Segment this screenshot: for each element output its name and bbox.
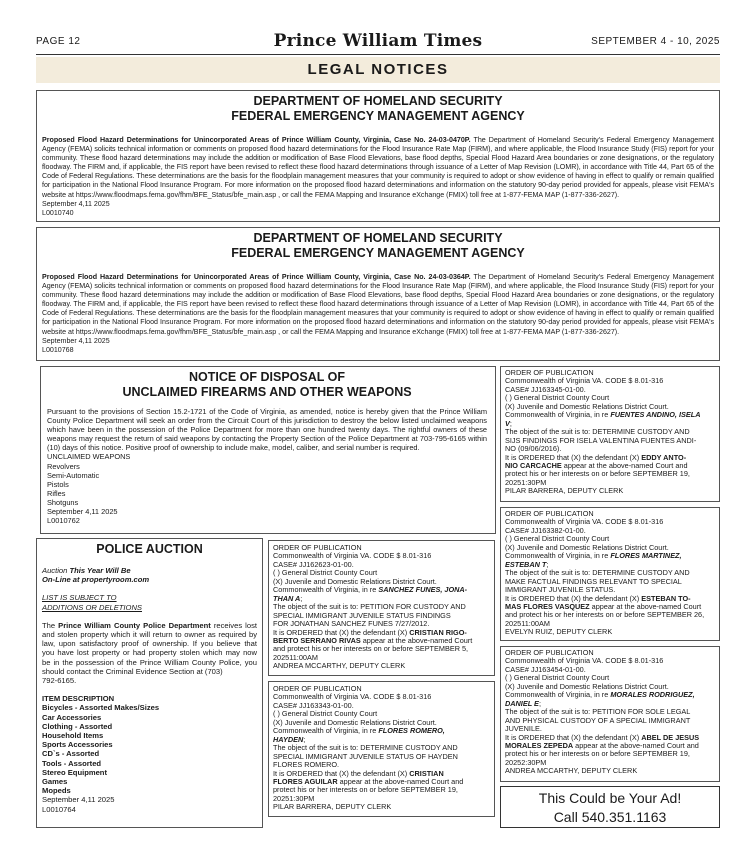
order-text: The object of the suit is to: PETITION FOR CUSTODY AND <box>273 602 466 612</box>
fema-notice-1-body <box>42 136 714 200</box>
fema-notice-1 <box>36 90 720 222</box>
fema-notice-1-ref: L0010740 <box>42 208 74 217</box>
order-text: (X) Juvenile and Domestic Relations District Court. <box>505 401 669 411</box>
order-text: ORDER OF PUBLICATION <box>273 543 362 552</box>
header-rule <box>36 54 720 55</box>
masthead: Prince William Times <box>273 31 483 51</box>
order-text: MAKE FACTUAL FINDINGS RELEVANT TO SPECIAL <box>505 576 682 586</box>
order-text: ( ) General District County Court <box>273 568 378 578</box>
order-text: Commonwealth of Virginia, in re <box>273 585 379 595</box>
order-text: FOR JONATHAN SANCHEZ FUNES 7/27/2012. <box>273 619 430 629</box>
order-text: CASE# JJ163345-01-00. <box>505 384 586 394</box>
order-text: It is ORDERED that (X) the defendant (X) <box>505 593 642 603</box>
order-text: Commonwealth of Virginia VA. CODE $ 8.01-316 <box>505 376 664 386</box>
order-text: Commonwealth of Virginia, in re <box>505 410 611 420</box>
order-text: Commonwealth of Virginia VA. CODE $ 8.01-316 <box>505 517 664 527</box>
fema-notice-2-title-1: DEPARTMENT OF HOMELAND SECURITY <box>253 231 503 245</box>
order-text: ABEL DE JESUS <box>641 732 700 742</box>
police-auction-line-2: On-Line at propertyroom.com <box>42 575 150 585</box>
order-of-publication-fuentes-andino <box>500 366 720 502</box>
order-text: ANDREA MCCARTHY, DEPUTY CLERK <box>273 661 406 671</box>
order-text: ESTEBAN T <box>505 559 547 569</box>
police-auction-para-pre: The <box>42 620 59 630</box>
order-text: (X) Juvenile and Domestic Relations District Court. <box>273 717 437 727</box>
order-text: The object of the suit is to: DETERMINE CUSTODY AND <box>273 743 458 753</box>
order-text: MORALES ZEPEDA <box>505 740 574 750</box>
order-text: DANIEL E <box>505 698 539 708</box>
order-line <box>273 662 490 670</box>
order-text: ORDER OF PUBLICATION <box>505 648 594 657</box>
police-auction-para-bold: Prince William County Police Department <box>58 620 211 630</box>
order-text: protect his or her interests on or before SEPTEMBER 19, <box>273 785 458 795</box>
police-auction-para-post: receives lost and stolen property which it will return to owner as required by law, upon satisfactory proof of ownership. If you believe that you have lost property or had property stolen which may now be in the possession of the Prince William County Police, you should contact the Criminal Evidence Section at (703) <box>42 620 257 676</box>
order-text: ESTEBAN TO- <box>641 593 691 603</box>
order-of-publication-morales-rodriguez <box>500 646 720 782</box>
order-line <box>273 586 490 594</box>
order-text: appear at the above-named Court and <box>337 776 464 786</box>
issue-date: SEPTEMBER 4 - 10, 2025 <box>591 36 720 47</box>
order-text: It is ORDERED that (X) the defendant (X) <box>505 452 642 462</box>
order-text: SANCHEZ FUNES, JONA- <box>378 585 468 595</box>
police-auction <box>36 538 263 828</box>
fema-notice-1-title-1: DEPARTMENT OF HOMELAND SECURITY <box>253 94 503 108</box>
order-text: appear at the above-named Court <box>360 635 473 645</box>
order-text: CASE# JJ163343-01-00. <box>273 700 354 710</box>
auction-item: Mopeds <box>42 786 71 796</box>
firearms-notice-body: Pursuant to the provisions of Section 15.2-1721 of the Code of Virginia, as amended, notice is hereby given that the Prince William County Police Department will seek an order from the Circuit Court of this jurisdiction to destroy the below listed unclaimed weapons which have been in the possession of the Police Department for more than one hundred twenty days. The rightful owners of these weapons may request the return of said weapons by contacting the Property Section of the Police Department at 703-795-6165 within (10) days of this notice. Positive proof of ownership to include make, model, caliber, and serial number is required. <box>47 407 487 453</box>
order-text: MORALES RODRIGUEZ, <box>610 690 695 700</box>
police-auction-line-1 <box>42 566 257 575</box>
order-line <box>273 803 490 811</box>
firearms-notice-dates: September 4,11 2025 <box>47 507 118 517</box>
order-text: ANDREA MCCARTHY, DEPUTY CLERK <box>505 766 638 776</box>
order-text: It is ORDERED that (X) the defendant (X) <box>273 768 410 778</box>
ad-line-2: Call 540.351.1163 <box>553 809 667 825</box>
order-text: ; <box>300 593 303 603</box>
order-of-publication-flores-romero <box>268 681 495 817</box>
auction-item: Games <box>42 777 68 787</box>
order-text: FLORES ROMERO. <box>273 760 340 770</box>
order-text: (X) Juvenile and Domestic Relations District Court. <box>505 681 669 691</box>
auction-item: Bicycles - Assorted Makes/Sizes <box>42 703 160 713</box>
section-banner: LEGAL NOTICES <box>36 57 720 83</box>
police-auction-items <box>42 703 257 795</box>
firearms-item: Revolvers <box>47 461 80 471</box>
order-text: protect his or her interests on or before SEPTEMBER 19, <box>505 749 690 759</box>
order-text: FLORES ROMERO, <box>378 726 445 736</box>
firearms-notice-ref: L0010762 <box>47 516 80 526</box>
order-text: FLORES AGUILAR <box>273 776 338 786</box>
order-text: and protect his or her interests on or before SEPTEMBER 26, <box>505 610 705 620</box>
order-text: IMMIGRANT JUVENILE STATUS. <box>505 585 616 595</box>
order-text: The object of the suit is to: PETITION FOR SOLE LEGAL <box>505 707 691 717</box>
order-text: AND PHYSICAL CUSTODY OF A SPECIAL IMMIGRANT <box>505 715 691 725</box>
order-text: 202511:00AM <box>505 618 550 628</box>
police-auction-items-heading: ITEM DESCRIPTION <box>42 694 115 704</box>
order-text: ; <box>509 418 512 428</box>
order-text: MAS FLORES VASQUEZ <box>505 601 590 611</box>
auction-item: Clothing - Assorted <box>42 721 113 731</box>
order-text: FUENTES ANDINO, ISELA <box>610 410 701 420</box>
police-auction-title: POLICE AUCTION <box>96 542 203 556</box>
order-text: PILAR BARRERA, DEPUTY CLERK <box>505 486 624 496</box>
order-line <box>505 487 715 495</box>
fema-notice-1-title-2: FEDERAL EMERGENCY MANAGEMENT AGENCY <box>231 109 525 123</box>
auction-item: Tools - Assorted <box>42 758 102 768</box>
fema-notice-2-title-2: FEDERAL EMERGENCY MANAGEMENT AGENCY <box>231 246 525 260</box>
order-text: ; <box>538 698 541 708</box>
order-text: 20251:30PM <box>273 793 315 803</box>
police-auction-line-1-bold: This Year Will Be <box>69 566 131 575</box>
firearms-item: Semi-Automatic <box>47 470 100 480</box>
order-text: CRISTIAN <box>409 768 444 778</box>
order-text: THAN A <box>273 593 301 603</box>
order-text: CASE# JJ163454-01-00. <box>505 664 586 674</box>
order-text: ORDER OF PUBLICATION <box>505 368 594 377</box>
order-line <box>505 411 715 419</box>
order-text: SIJS FINDINGS FOR ISELA VALENTINA FUENTES ANDI- <box>505 435 697 445</box>
firearms-item: UNCLAIMED WEAPONS <box>47 452 131 462</box>
order-text: 20252:30PM <box>505 757 547 767</box>
order-text: (X) Juvenile and Domestic Relations District Court. <box>273 576 437 586</box>
auction-item: Sports Accessories <box>42 740 113 750</box>
order-text: NIO CARCACHE <box>505 460 562 470</box>
order-text: ( ) General District County Court <box>505 534 610 544</box>
police-auction-ref: L0010764 <box>42 804 76 814</box>
order-text: ; <box>303 734 306 744</box>
order-text: appear at the above-named Court <box>589 601 702 611</box>
auction-item: Car Accessories <box>42 712 102 722</box>
order-text: protect his or her interests on or before SEPTEMBER 19, <box>505 469 690 479</box>
order-text: BERTO SERRANO RIVAS <box>273 635 361 645</box>
police-auction-subject-1: LIST IS SUBJECT TO <box>42 593 117 603</box>
fema-notice-2 <box>36 227 720 361</box>
order-text: CRISTIAN RIGO- <box>409 627 467 637</box>
order-text: CASE# JJ163382-01-00. <box>505 525 586 535</box>
order-text: 20251:30PM <box>505 477 547 487</box>
fema-notice-2-body <box>42 273 714 337</box>
order-text: (X) Juvenile and Domestic Relations District Court. <box>505 542 669 552</box>
fema-notice-1-text: The Department of Homeland Security's Federal Emergency Management Agency (FEMA) solicits technical information or comments on proposed flood hazard determinations for the Flood Insurance Rate Map (FIRM), and where applicable, the Flood Insurance Study (FIS) report for your community. These flood hazard determinations may include the addition or modification of Base Flood Elevations, base flood depths, Special Flood Hazard Area boundaries or zone designations, or the regulatory floodway. The FIRM and, if applicable, the FIS report have been revised to reflect these flood hazard determinations through issuance of a Letter of Map Revision (LOMR), in accordance with Title 44, Part 65 of the Code of Federal Regulations. These determinations are the basis for the floodplain management measures that your community is required to adopt or show evidence of having in effect to qualify or remain qualified for participation in the National Flood Insurance Program. For more information on the proposed flood hazard determinations and information on the statutory 90-day period provided for appeals, please visit FEMA's website at https://www.floodmaps.fema.gov/fhm/BFE_Status/bfe_main.asp , or call the FEMA Mapping and Insurance eXchange (FMIX) toll free at 1-877-FEMA MAP (1-877-336-2627). <box>42 136 715 199</box>
police-auction-paragraph <box>42 621 257 676</box>
order-text: SPECIAL IMMIGRANT JUVENILE STATUS OF HAYDEN <box>273 751 458 761</box>
order-text: EVELYN RUIZ, DEPUTY CLERK <box>505 627 613 637</box>
firearms-item: Shotguns <box>47 497 79 507</box>
order-line <box>273 727 490 735</box>
fema-notice-2-dates: September 4,11 2025 <box>42 336 110 345</box>
page-number: PAGE 12 <box>36 36 81 47</box>
order-of-publication-sanchez-funes <box>268 540 495 676</box>
order-text: The object of the suit is to: DETERMINE CUSTODY AND <box>505 427 690 437</box>
fema-notice-1-lead: Proposed Flood Hazard Determinations for Unincorporated Areas of Prince William County, Virginia, Case No. 24-03-0470P. <box>42 136 471 144</box>
order-text: 202511:00AM <box>273 652 318 662</box>
firearms-notice <box>40 366 496 534</box>
firearms-notice-title-2: UNCLAIMED FIREARMS AND OTHER WEAPONS <box>122 385 412 399</box>
firearms-item: Pistols <box>47 479 69 489</box>
order-text: Commonwealth of Virginia VA. CODE $ 8.01-316 <box>273 551 432 561</box>
order-text: SPECIAL IMMIGRANT JUVENILE STATUS FINDINGS <box>273 610 451 620</box>
order-line <box>505 628 715 636</box>
order-text: Commonwealth of Virginia, in re <box>273 726 379 736</box>
auction-item: Stereo Equipment <box>42 767 107 777</box>
auction-item: CD`s - Assorted <box>42 749 100 759</box>
order-text: It is ORDERED that (X) the defendant (X) <box>505 732 642 742</box>
order-text: JUVENILE. <box>505 724 542 734</box>
police-auction-dates: September 4,11 2025 <box>42 795 115 805</box>
fema-notice-2-ref: L0010768 <box>42 345 74 354</box>
order-text: appear at the above-named Court and <box>561 460 688 470</box>
order-text: Commonwealth of Virginia, in re <box>505 551 611 561</box>
order-text: Commonwealth of Virginia, in re <box>505 690 611 700</box>
order-text: ORDER OF PUBLICATION <box>505 509 594 518</box>
order-text: FLORES MARTINEZ, <box>610 551 682 561</box>
police-auction-subject-2: ADDITIONS OR DELETIONS <box>42 602 142 612</box>
order-text: V <box>505 418 510 428</box>
order-of-publication-flores-martinez <box>500 507 720 641</box>
firearms-notice-title-1: NOTICE OF DISPOSAL OF <box>188 370 346 384</box>
order-text: Commonwealth of Virginia VA. CODE $ 8.01-316 <box>273 692 432 702</box>
order-line <box>505 767 715 775</box>
order-text: HAYDEN <box>273 734 304 744</box>
police-auction-line-1-plain: Auction <box>42 566 70 575</box>
order-text: and protect his or her interests on or before SEPTEMBER 5, <box>273 644 469 654</box>
fema-notice-2-text: The Department of Homeland Security's Federal Emergency Management Agency (FEMA) solicits technical information or comments on proposed flood hazard determinations for the Flood Insurance Rate Map (FIRM), and where applicable, the Flood Insurance Study (FIS) report for your community. These flood hazard determinations may include the addition or modification of Base Flood Elevations, base flood depths, Special Flood Hazard Area boundaries or zone designations, or the regulatory floodway. The FIRM and, if applicable, the FIS report have been revised to reflect these flood hazard determinations through issuance of a Letter of Map Revision (LOMR), in accordance with Title 44, Part 65 of the Code of Federal Regulations. These determinations are the basis for the floodplain management measures that your community is required to adopt or show evidence of having in effect to qualify or remain qualified for participation in the National Flood Insurance Program. For more information on the proposed flood hazard determinations and information on the statutory 90-day period provided for appeals, please visit FEMA's website at https://www.floodmaps.fema.gov/fhm/BFE_Status/bfe_main.asp , or call the FEMA Mapping and Insurance eXchange (FMIX) toll free at 1-877-FEMA MAP (1-877-336-2627). <box>42 273 715 336</box>
auction-item: Household Items <box>42 731 104 741</box>
order-text: ( ) General District County Court <box>505 673 610 683</box>
order-text: It is ORDERED that (X) the defendant (X) <box>273 627 410 637</box>
advertisement[interactable] <box>500 786 720 828</box>
ad-line-1: This Could be Your Ad! <box>538 790 682 806</box>
fema-notice-2-lead: Proposed Flood Hazard Determinations for Unincorporated Areas of Prince William County, Virginia, Case No. 24-03-0364P. <box>42 273 471 281</box>
police-auction-phone: 792-6165. <box>42 676 77 686</box>
order-text: PILAR BARRERA, DEPUTY CLERK <box>273 802 392 812</box>
fema-notice-1-dates: September 4,11 2025 <box>42 199 110 208</box>
order-text: Commonwealth of Virginia VA. CODE $ 8.01-316 <box>505 656 664 666</box>
firearms-item: Rifles <box>47 488 66 498</box>
order-text: ; <box>546 559 549 569</box>
order-text: ORDER OF PUBLICATION <box>273 684 362 693</box>
order-text: CASE# JJ162623-01-00. <box>273 559 354 569</box>
order-text: EDDY ANTO- <box>641 452 687 462</box>
order-text: NO (09/06/2016). <box>505 444 562 454</box>
firearms-items-list <box>47 452 487 507</box>
order-text: appear at the above-named Court and <box>573 740 699 750</box>
order-text: ( ) General District County Court <box>505 393 610 403</box>
order-text: ( ) General District County Court <box>273 709 378 719</box>
order-text: The object of the suit is to: DETERMINE CUSTODY AND <box>505 568 690 578</box>
